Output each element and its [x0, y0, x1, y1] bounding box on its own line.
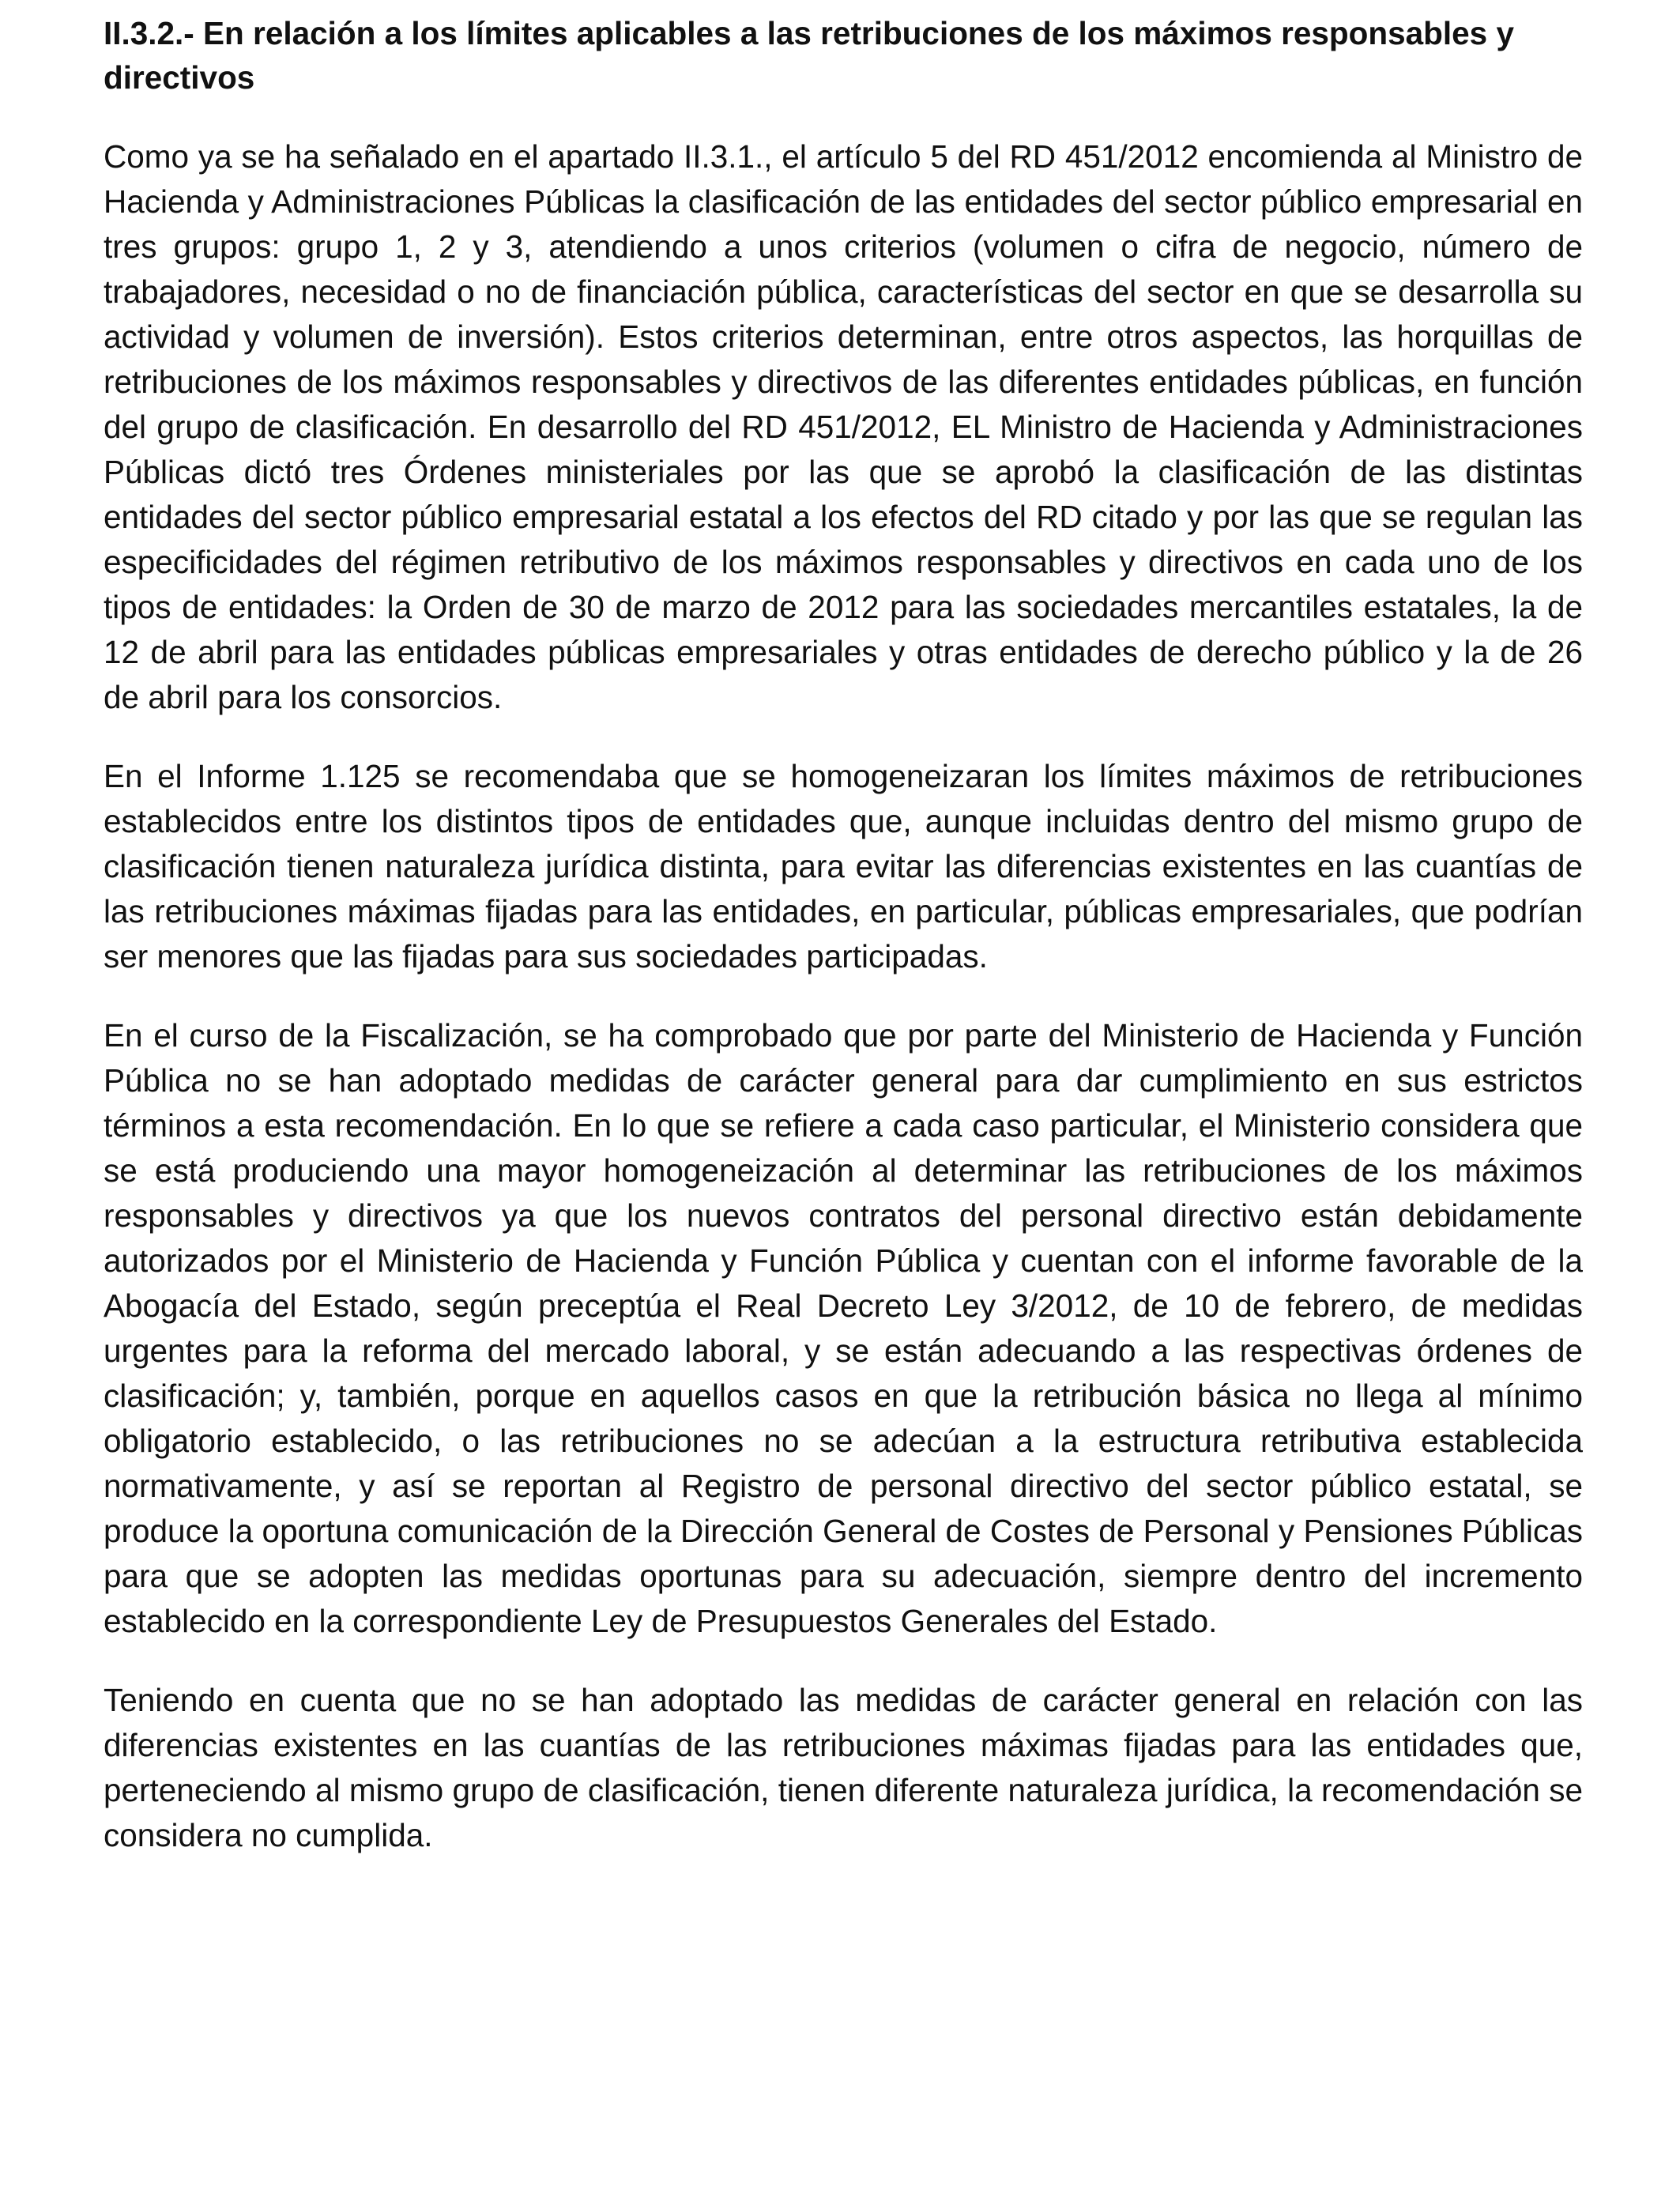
- paragraph-conclusion: Teniendo en cuenta que no se han adoptado las medidas de carácter general en relación con las diferencias existentes en las cuantías de las retribuciones máximas fijadas para las entidades que, perteneciendo al mismo grupo de clasificación, tienen diferente naturaleza jurídica, la recomendación se considera no cumplida.: [104, 1682, 1583, 1853]
- paragraph-classification-context: Como ya se ha señalado en el apartado II.3.1., el artículo 5 del RD 451/2012 encomienda al Ministro de Hacienda y Administraciones Públicas la clasificación de las entidades del sector público empresarial en tres grupos: grupo 1, 2 y 3, atendiendo a unos criterios (volumen o cifra de negocio, número de trabajadores, necesidad o no de financiación pública, características del sector en que se desarrolla su actividad y volumen de inversión). Estos criterios determinan, entre otros aspectos, las horquillas de retribuciones de los máximos responsables y directivos de las diferentes entidades públicas, en función del grupo de clasificación. En desarrollo del RD 451/2012, EL Ministro de Hacienda y Administraciones Públicas dictó tres Órdenes ministeriales por las que se aprobó la clasificación de las distintas entidades del sector público empresarial estatal a los efectos del RD citado y por las que se regulan las especificidades del régimen retributivo de los máximos responsables y directivos en cada uno de los tipos de entidades: la Orden de 30 de marzo de 2012 para las sociedades mercantiles estatales, la de 12 de abril para las entidades públicas empresariales y otras entidades de derecho público y la de 26 de abril para los consorcios.: [104, 138, 1583, 715]
- document-page: [104, 0, 1583, 1858]
- section-heading: II.3.2.- En relación a los límites aplicables a las retribuciones de los máximos responsables y directivos: [104, 15, 1514, 96]
- paragraph-recommendation: En el Informe 1.125 se recomendaba que se homogeneizaran los límites máximos de retribuciones establecidos entre los distintos tipos de entidades que, aunque incluidas dentro del mismo grupo de clasificación tienen naturaleza jurídica distinta, para evitar las diferencias existentes en las cuantías de las retribuciones máximas fijadas para las entidades, en particular, públicas empresariales, que podrían ser menores que las fijadas para sus sociedades participadas.: [104, 758, 1583, 974]
- paragraph-audit-findings: En el curso de la Fiscalización, se ha comprobado que por parte del Ministerio de Hacienda y Función Pública no se han adoptado medidas de carácter general para dar cumplimiento en sus estrictos términos a esta recomendación. En lo que se refiere a cada caso particular, el Ministerio considera que se está produciendo una mayor homogeneización al determinar las retribuciones de los máximos responsables y directivos ya que los nuevos contratos del personal directivo están debidamente autorizados por el Ministerio de Hacienda y Función Pública y cuentan con el informe favorable de la Abogacía del Estado, según preceptúa el Real Decreto Ley 3/2012, de 10 de febrero, de medidas urgentes para la reforma del mercado laboral, y se están adecuando a las respectivas órdenes de clasificación; y, también, porque en aquellos casos en que la retribución básica no llega al mínimo obligatorio establecido, o las retribuciones no se adecúan a la estructura retributiva establecida normativamente, y así se reportan al Registro de personal directivo del sector público estatal, se produce la oportuna comunicación de la Dirección General de Costes de Personal y Pensiones Públicas para que se adopten las medidas oportunas para su adecuación, siempre dentro del incremento establecido en la correspondiente Ley de Presupuestos Generales del Estado.: [104, 1017, 1583, 1639]
